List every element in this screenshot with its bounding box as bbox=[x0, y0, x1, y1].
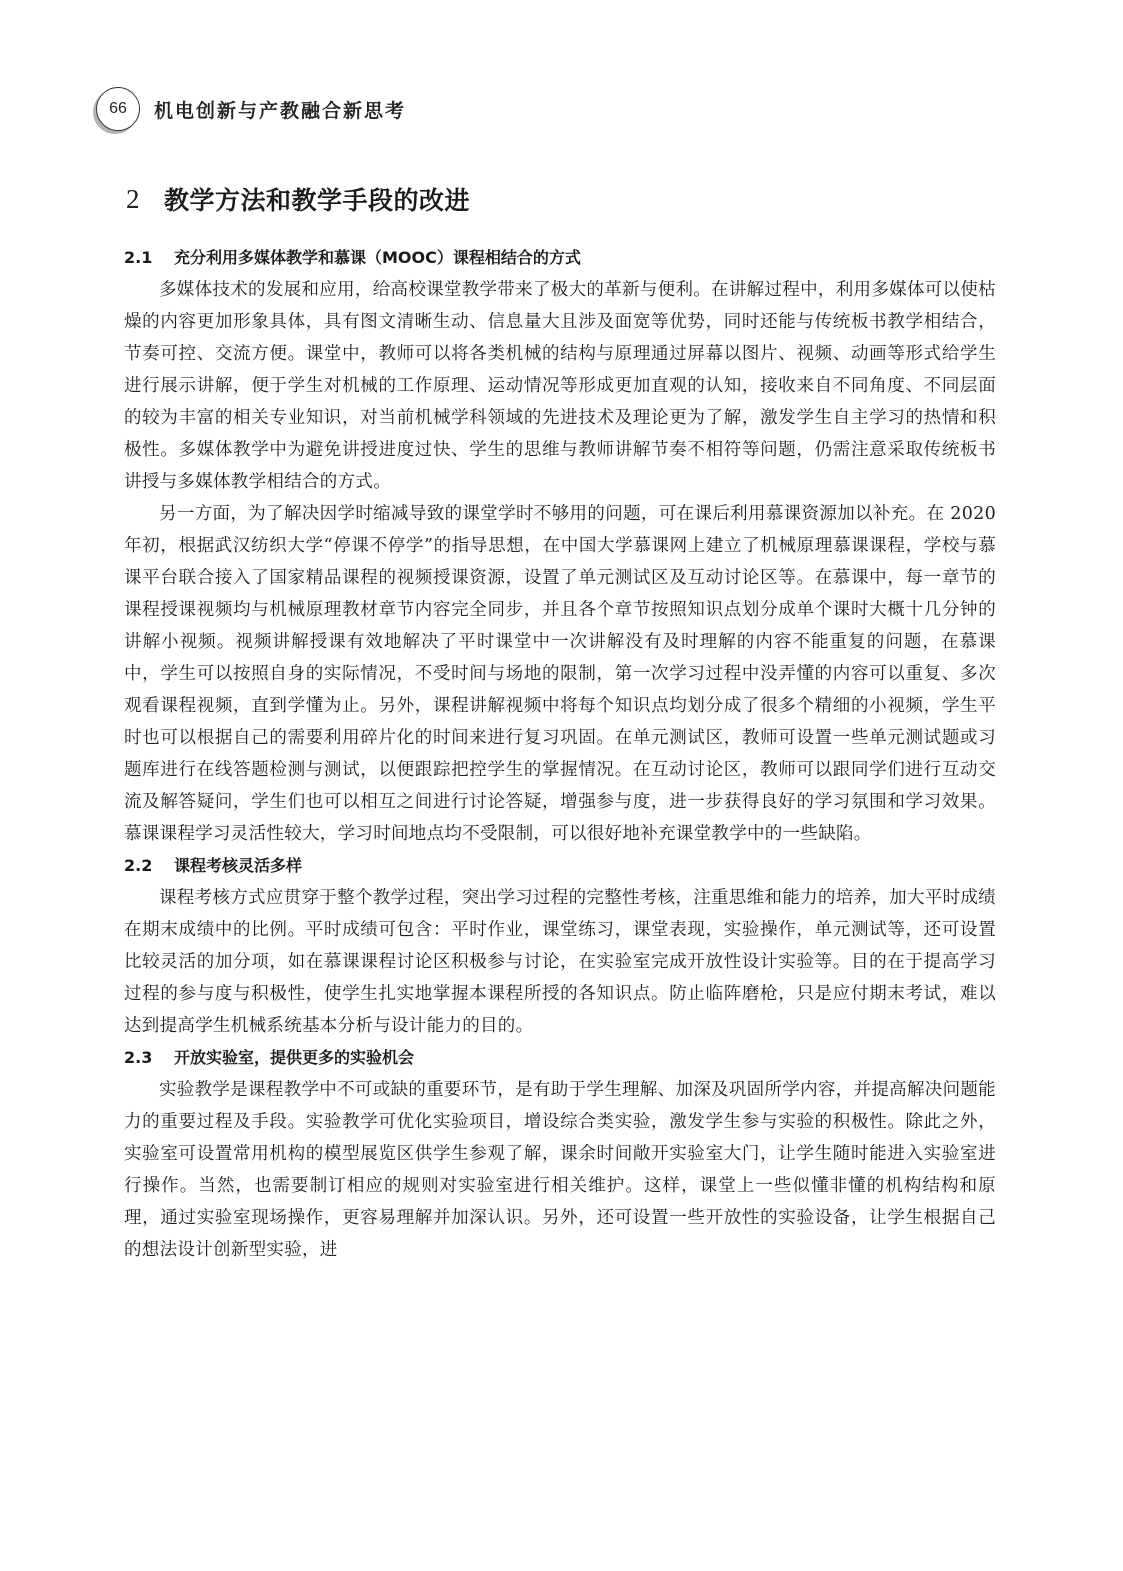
section-number: 2.1 bbox=[124, 248, 153, 267]
running-header bbox=[96, 86, 406, 132]
chapter-heading bbox=[126, 176, 1006, 222]
chapter-title: 教学方法和教学手段的改进 bbox=[164, 186, 471, 215]
section-title: 充分利用多媒体教学和慕课（MOOC）课程相结合的方式 bbox=[174, 248, 581, 267]
paragraph: 另一方面，为了解决因学时缩减导致的课堂学时不够用的问题，可在课后利用慕课资源加以补充。在 2020 年初，根据武汉纺织大学“停课不停学”的指导思想，在中国大学慕课网上建立了机械原理慕课课程，学校与慕课平台联合接入了国家精品课程的视频授课资源，设置了单元测试区及互动讨论区等。在慕课中，每一章节的课程授课视频均与机械原理教材章节内容完全同步，并且各个章节按照知识点划分成单个课时大概十几分钟的讲解小视频。视频讲解授课有效地解决了平时课堂中一次讲解没有及时理解的内容不能重复的问题，在慕课中，学生可以按照自身的实际情况，不受时间与场地的限制，第一次学习过程中没弄懂的内容可以重复、多次观看课程视频，直到学懂为止。另外，课程讲解视频中将每个知识点均划分成了很多个精细的小视频，学生平时也可以根据自己的需要利用碎片化的时间来进行复习巩固。在单元测试区，教师可设置一些单元测试题或习题库进行在线答题检测与测试，以便跟踪把控学生的掌握情况。在互动讨论区，教师可以跟同学们进行互动交流及解答疑问，学生们也可以相互之间进行讨论答疑，增强参与度，进一步获得良好的学习氛围和学习效果。慕课课程学习灵活性较大，学习时间地点均不受限制，可以很好地补充课堂教学中的一些缺陷。 bbox=[124, 504, 996, 844]
chapter-number: 2 bbox=[126, 183, 140, 214]
paragraph: 多媒体技术的发展和应用，给高校课堂教学带来了极大的革新与便利。在讲解过程中，利用多媒体可以使枯燥的内容更加形象具体，具有图文清晰生动、信息量大且涉及面宽等优势，同时还能与传统板书教学相结合，节奏可控、交流方便。课堂中，教师可以将各类机械的结构与原理通过屏幕以图片、视频、动画等形式给学生进行展示讲解，便于学生对机械的工作原理、运动情况等形成更加直观的认知，接收来自不同角度、不同层面的较为丰富的相关专业知识，对当前机械学科领域的先进技术及理论更为了解，激发学生自主学习的热情和积极性。多媒体教学中为避免讲授进度过快、学生的思维与教师讲解节奏不相符等问题，仍需注意采取传统板书讲授与多媒体教学相结合的方式。 bbox=[124, 280, 996, 492]
section-number: 2.2 bbox=[124, 856, 153, 875]
section-title: 课程考核灵活多样 bbox=[174, 856, 303, 875]
paragraph: 实验教学是课程教学中不可或缺的重要环节，是有助于学生理解、加深及巩固所学内容，并提高解决问题能力的重要过程及手段。实验教学可优化实验项目，增设综合类实验，激发学生参与实验的积极性。除此之外，实验室可设置常用机构的模型展览区供学生参观了解，课余时间敞开实验室大门，让学生随时能进入实验室进行操作。当然，也需要制订相应的规则对实验室进行相关维护。这样，课堂上一些似懂非懂的机构结构和原理，通过实验室现场操作，更容易理解并加深认识。另外，还可设置一些开放性的实验设备，让学生根据自己的想法设计创新型实验，进 bbox=[124, 1080, 996, 1260]
book-title: 机电创新与产教融合新思考 bbox=[154, 99, 407, 122]
section-heading bbox=[124, 850, 996, 882]
section-title: 开放实验室，提供更多的实验机会 bbox=[174, 1048, 415, 1067]
page-number-badge: 66 bbox=[96, 87, 140, 131]
section-2-2 bbox=[124, 850, 996, 1042]
section-heading bbox=[124, 1042, 996, 1074]
paragraph: 课程考核方式应贯穿于整个教学过程，突出学习过程的完整性考核，注重思维和能力的培养，加大平时成绩在期末成绩中的比例。平时成绩可包含：平时作业，课堂练习，课堂表现，实验操作，单元测试等，还可设置比较灵活的加分项，如在慕课课程讨论区积极参与讨论，在实验室完成开放性设计实验等。目的在于提高学习过程的参与度与积极性，使学生扎实地掌握本课程所授的各知识点。防止临阵磨枪，只是应付期末考试，难以达到提高学生机械系统基本分析与设计能力的目的。 bbox=[124, 888, 996, 1036]
section-2-1 bbox=[124, 242, 996, 850]
section-heading bbox=[124, 242, 996, 274]
section-2-3 bbox=[124, 1042, 996, 1266]
body-text bbox=[124, 242, 996, 1266]
section-number: 2.3 bbox=[124, 1048, 153, 1067]
